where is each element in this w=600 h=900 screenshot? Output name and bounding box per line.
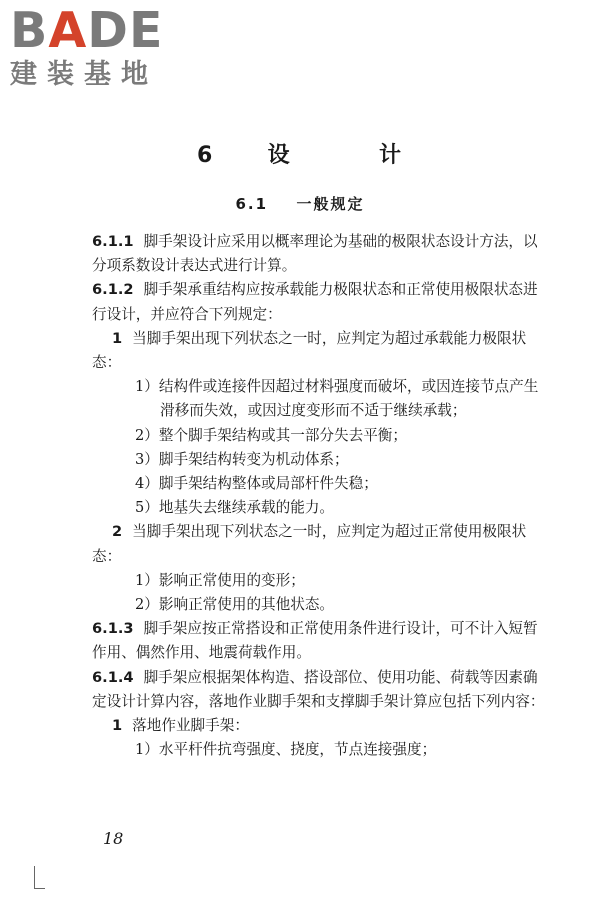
clause-text: 脚手架应根据架体构造、搭设部位、使用功能、荷载等因素确定设计计算内容，落地作业脚手架和支撑脚手架计算应包括下列内容： <box>92 668 545 710</box>
sub-item: 2）影响正常使用的其他状态。 <box>135 596 335 614</box>
sub-item: 3）脚手架结构转变为机动体系； <box>135 450 349 468</box>
sub-item: 2）整个脚手架结构或其一部分失去平衡； <box>135 426 407 444</box>
crop-mark <box>34 866 45 889</box>
clause-text: 脚手架设计应采用以概率理论为基础的极限状态设计方法，以分项系数设计表达式进行计算。 <box>92 233 538 275</box>
clause-number: 6.1.1 <box>92 233 134 250</box>
sub-item: 5）地基失去继续承载的能力。 <box>135 499 335 517</box>
item-text: 当脚手架出现下列状态之一时，应判定为超过正常使用极限状态： <box>92 523 527 565</box>
page-number: 18 <box>103 829 124 848</box>
clause-6-1-1 <box>92 230 552 278</box>
item-text: 落地作业脚手架： <box>132 717 249 735</box>
sub-item: 1）水平杆件抗弯强度、挠度，节点连接强度； <box>135 741 437 759</box>
section-title <box>0 193 600 214</box>
logo-subtitle: 建装基地 <box>10 59 158 90</box>
clause-number: 6.1.4 <box>92 668 134 686</box>
clause-text: 脚手架应按正常搭设和正常使用条件进行设计，可不计入短暂作用、偶然作用、地震荷载作用。 <box>92 620 538 662</box>
section-heading: 一般规定 <box>296 195 365 213</box>
clause-text: 脚手架承重结构应按承载能力极限状态和正常使用极限状态进行设计，并应符合下列规定： <box>92 281 538 323</box>
section-number: 6.1 <box>235 195 269 213</box>
chapter-title-part2: 计 <box>379 143 404 168</box>
item-6-1-2-2 <box>92 520 552 568</box>
clause-6-1-2 <box>92 278 552 326</box>
bade-logo <box>10 2 175 92</box>
clause-6-1-4 <box>92 666 552 714</box>
logo-wordmark: BADE <box>10 2 164 59</box>
chapter-title <box>0 138 600 169</box>
chapter-title-part1: 设 <box>267 143 292 168</box>
clause-number: 6.1.2 <box>92 281 134 299</box>
item-number: 2 <box>112 523 123 541</box>
item-text: 当脚手架出现下列状态之一时，应判定为超过承载能力极限状态： <box>92 329 527 372</box>
sub-item: 4）脚手架结构整体或局部杆件失稳； <box>135 475 378 493</box>
clause-number: 6.1.3 <box>92 620 134 638</box>
item-number: 1 <box>112 717 123 735</box>
chapter-number: 6 <box>196 143 215 168</box>
item-6-1-4-1 <box>92 714 552 738</box>
sub-item: 1）影响正常使用的变形； <box>135 571 305 589</box>
item-number: 1 <box>112 329 123 347</box>
clause-6-1-3 <box>92 617 552 665</box>
sub-item: 1）结构件或连接件因超过材料强度而破坏，或因连接节点产生滑移而失效，或因过度变形而不适于继续承载； <box>135 378 539 420</box>
item-6-1-2-1 <box>92 327 552 375</box>
body-text <box>92 230 552 762</box>
